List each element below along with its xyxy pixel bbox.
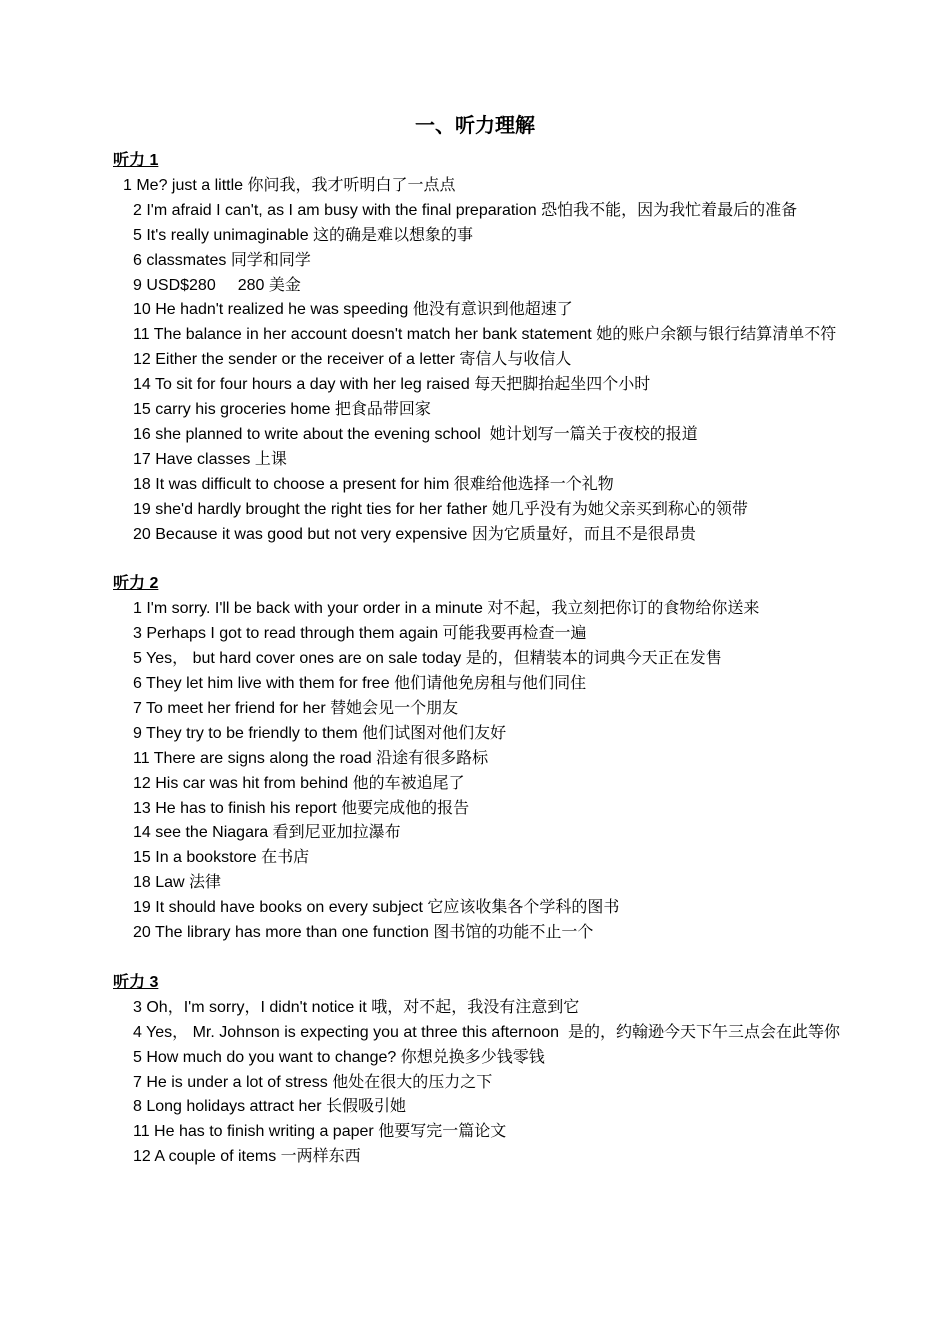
answer-item — [113, 722, 863, 747]
answer-english: 12 A couple of items — [133, 1148, 277, 1166]
answer-item — [113, 249, 863, 274]
answer-english: 6 classmates — [133, 251, 227, 269]
answer-item — [113, 597, 863, 622]
answer-item — [113, 1046, 863, 1071]
answer-item — [113, 199, 863, 224]
answer-chinese: 你想兑换多少钱零钱 — [400, 1048, 545, 1066]
answer-chinese: 她计划写一篇关于夜校的报道 — [489, 425, 698, 443]
answer-item — [113, 797, 863, 822]
answer-chinese: 他的车被追尾了 — [352, 774, 465, 792]
answer-item — [113, 423, 863, 448]
section-heading: 听力 2 — [113, 575, 159, 593]
answer-item — [113, 298, 863, 323]
answer-chinese: 它应该收集各个学科的图书 — [427, 899, 620, 917]
answer-chinese: 把食品带回家 — [334, 401, 431, 419]
answer-english: 11 The balance in her account doesn't match her bank statement — [133, 326, 592, 344]
answer-item — [113, 1021, 863, 1046]
answer-english: 12 His car was hit from behind — [133, 774, 349, 792]
answer-item — [113, 174, 863, 199]
answer-english: 18 It was difficult to choose a present for him — [133, 475, 450, 493]
answer-chinese: 法律 — [189, 874, 222, 892]
answer-chinese: 沿途有很多路标 — [376, 749, 489, 767]
answer-english: 15 carry his groceries home — [133, 401, 331, 419]
answer-item — [113, 274, 863, 299]
section-listening-3 — [113, 971, 863, 1170]
answer-item — [113, 523, 863, 548]
answer-chinese: 可能我要再检查一遍 — [442, 625, 587, 643]
answer-english: 19 It should have books on every subject — [133, 899, 423, 917]
section-listening-1 — [113, 149, 863, 548]
answer-item — [113, 896, 863, 921]
answer-english: 14 To sit for four hours a day with her leg raised — [133, 376, 470, 394]
page-title: 一、听力理解 — [415, 115, 535, 137]
answer-item — [113, 747, 863, 772]
answer-item — [113, 498, 863, 523]
section-heading: 听力 3 — [113, 973, 159, 991]
answer-item — [113, 473, 863, 498]
answer-chinese: 是的，但精装本的词典今天正在发售 — [465, 650, 722, 668]
answer-english: 10 He hadn't realized he was speeding — [133, 301, 409, 319]
answer-list — [113, 597, 863, 946]
answer-english: 14 see the Niagara — [133, 824, 269, 842]
answer-item — [113, 647, 863, 672]
answer-english: 5 It's really unimaginable — [133, 226, 309, 244]
section-listening-2 — [113, 572, 863, 946]
answer-english: 9 They try to be friendly to them — [133, 724, 358, 742]
answer-item — [113, 373, 863, 398]
section-heading: 听力 1 — [113, 152, 159, 169]
answer-english: 6 They let him live with them for free — [133, 675, 390, 693]
answer-english: 19 she'd hardly brought the right ties for her father — [133, 500, 488, 518]
answer-english: 16 she planned to write about the evening school — [133, 425, 481, 443]
answer-english: 7 To meet her friend for her — [133, 699, 326, 717]
answer-item — [113, 348, 863, 373]
answer-chinese: 一两样东西 — [280, 1148, 361, 1166]
answer-english: 11 He has to finish writing a paper — [133, 1123, 374, 1141]
answer-english: 7 He is under a lot of stress — [133, 1073, 328, 1091]
answer-chinese: 对不起，我立刻把你订的食物给你送来 — [487, 600, 760, 618]
answer-item — [113, 1120, 863, 1145]
answer-chinese: 在书店 — [261, 849, 310, 867]
answer-english: 5 How much do you want to change? — [133, 1048, 397, 1066]
answer-chinese: 上课 — [254, 450, 287, 468]
answer-chinese: 同学和同学 — [230, 251, 311, 269]
answer-item — [113, 921, 863, 946]
answer-item — [113, 672, 863, 697]
answer-english: 3 Perhaps I got to read through them again — [133, 625, 439, 643]
answer-english: 12 Either the sender or the receiver of a letter — [133, 351, 455, 369]
answer-chinese: 寄信人与收信人 — [459, 351, 572, 369]
answer-item — [113, 697, 863, 722]
answer-chinese: 很难给他选择一个礼物 — [453, 475, 614, 493]
answer-item — [113, 772, 863, 797]
answer-chinese: 她的账户余额与银行结算清单不符 — [596, 326, 837, 344]
answer-chinese: 他们试图对他们友好 — [362, 724, 507, 742]
answer-chinese: 长假吸引她 — [326, 1098, 407, 1116]
answer-english: 2 I'm afraid I can't, as I am busy with the final preparation — [133, 201, 537, 219]
answer-english: 11 There are signs along the road — [133, 749, 372, 767]
answer-chinese: 他要写完一篇论文 — [378, 1123, 507, 1141]
answer-item — [113, 1071, 863, 1096]
answer-item — [113, 1145, 863, 1170]
answer-item — [113, 1095, 863, 1120]
answer-chinese: 因为它质量好，而且不是很昂贵 — [471, 525, 696, 543]
answer-item — [113, 224, 863, 249]
answer-item — [113, 871, 863, 896]
answer-item — [113, 448, 863, 473]
answer-english: 13 He has to finish his report — [133, 799, 337, 817]
answer-chinese: 他们请他免房租与他们同住 — [394, 675, 587, 693]
answer-english: 8 Long holidays attract her — [133, 1098, 322, 1116]
answer-english: 1 Me? just a little — [123, 176, 244, 194]
answer-chinese: 每天把脚抬起坐四个小时 — [474, 376, 651, 394]
answer-item — [113, 996, 863, 1021]
answer-english: 18 Law — [133, 874, 185, 892]
answer-english: 5 Yes， but hard cover ones are on sale today — [133, 650, 462, 668]
answer-list — [113, 996, 863, 1170]
answer-chinese: 他处在很大的压力之下 — [332, 1073, 493, 1091]
answer-chinese: 你问我，我才听明白了一点点 — [247, 176, 456, 194]
section-spacer — [113, 548, 863, 573]
answer-item — [113, 398, 863, 423]
answer-item — [113, 846, 863, 871]
answer-item — [113, 323, 863, 348]
answer-chinese: 恐怕我不能，因为我忙着最后的准备 — [541, 201, 798, 219]
answer-chinese: 替她会见一个朋友 — [330, 699, 459, 717]
answer-chinese: 哦，对不起，我没有注意到它 — [371, 998, 580, 1016]
answer-item — [113, 821, 863, 846]
answer-english: 4 Yes， Mr. Johnson is expecting you at three this afternoon — [133, 1023, 560, 1041]
answer-chinese: 这的确是难以想象的事 — [313, 226, 474, 244]
answer-english: 17 Have classes — [133, 450, 251, 468]
answer-english: 9 USD$280 — [133, 276, 216, 294]
answer-english: 20 Because it was good but not very expensive — [133, 525, 468, 543]
answer-chinese: 280 美金 — [237, 276, 301, 294]
answer-english: 1 I'm sorry. I'll be back with your order in a minute — [133, 600, 483, 618]
answer-list — [113, 174, 863, 548]
section-spacer — [113, 946, 863, 971]
answer-english: 20 The library has more than one function — [133, 924, 429, 942]
answer-chinese: 他没有意识到他超速了 — [412, 301, 573, 319]
answer-chinese: 是的，约翰逊今天下午三点会在此等你 — [567, 1023, 840, 1041]
answer-chinese: 图书馆的功能不止一个 — [433, 924, 594, 942]
answer-item — [113, 622, 863, 647]
document-content — [113, 149, 863, 1170]
answer-english: 3 Oh，I'm sorry，I didn't notice it — [133, 998, 367, 1016]
answer-chinese: 看到尼亚加拉瀑布 — [272, 824, 401, 842]
answer-chinese: 她几乎没有为她父亲买到称心的领带 — [491, 500, 748, 518]
answer-chinese: 他要完成他的报告 — [341, 799, 470, 817]
answer-english: 15 In a bookstore — [133, 849, 257, 867]
